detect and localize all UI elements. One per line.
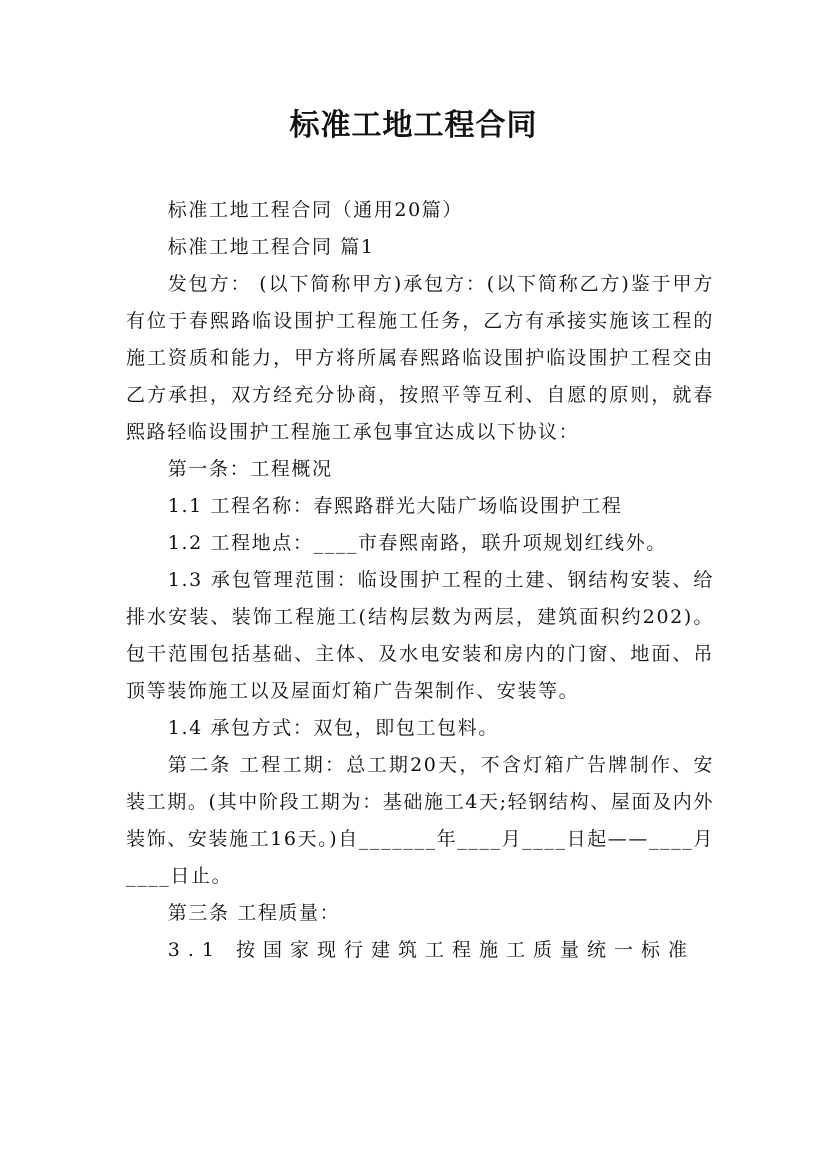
paragraph-parties: 发包方： (以下简称甲方)承包方：(以下简称乙方)鉴于甲方有位于春熙路临设围护工程施工任务，乙方有承接实施该工程的施工资质和能力，甲方将所属春熙路临设围护临设围护工程交由乙方承担，双方经充分协商，按照平等互利、自愿的原则，就春熙路轻临设围护工程施工承包事宜达成以下协议： — [126, 273, 714, 443]
paragraph-clause-3-1: 3.1 按国家现行建筑工程施工质量统一标准 — [167, 939, 696, 961]
paragraph-section-heading: 标准工地工程合同 篇1 — [167, 236, 375, 258]
paragraph-article-1-heading: 第一条：工程概况 — [167, 458, 333, 480]
paragraph-clause-1-4: 1.4 承包方式：双包，即包工包料。 — [167, 717, 499, 739]
paragraph-subtitle: 标准工地工程合同（通用20篇） — [167, 199, 463, 221]
paragraph-clause-1-2: 1.2 工程地点：____市春熙南路，联升项规划红线外。 — [167, 532, 667, 554]
document-body — [126, 192, 714, 969]
paragraph-article-3-heading: 第三条 工程质量： — [167, 902, 341, 924]
paragraph-clause-1-1: 1.1 工程名称：春熙路群光大陆广场临设围护工程 — [167, 495, 623, 517]
document-title: 标准工地工程合同 — [289, 108, 538, 143]
paragraph-clause-1-3: 1.3 承包管理范围：临设围护工程的土建、钢结构安装、给排水安装、装饰工程施工(结构层数为两层，建筑面积约202)。包干范围包括基础、主体、及水电安装和房内的门窗、地面、吊顶等装饰施工以及屋面灯箱广告架制作、安装等。 — [126, 569, 714, 702]
paragraph-article-2: 第二条 工程工期：总工期20天，不含灯箱广告牌制作、安装工期。(其中阶段工期为：基础施工4天;轻钢结构、屋面及内外装饰、安装施工16天。)自_______年____月____日起——____月____日止。 — [126, 754, 714, 887]
